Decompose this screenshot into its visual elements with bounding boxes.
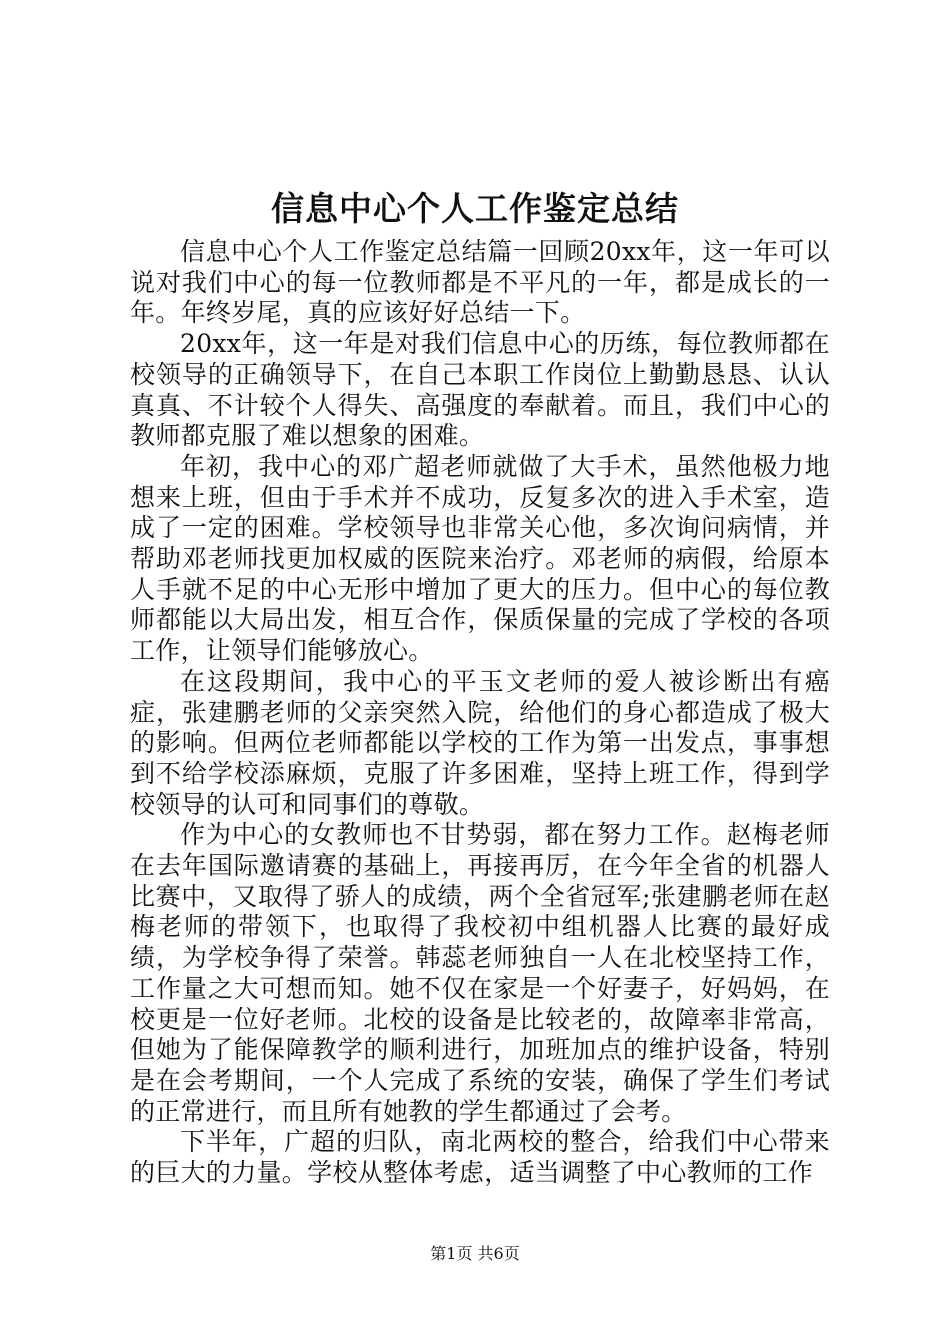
paragraph-6: 下半年，广超的归队，南北两校的整合，给我们中心带来的巨大的力量。学校从整体考虑，适当调整了中心教师的工作: [130, 1127, 830, 1188]
paragraph-4: 在这段期间，我中心的平玉文老师的爱人被诊断出有癌症，张建鹏老师的父亲突然入院，给他们的身心都造成了极大的影响。但两位老师都能以学校的工作为第一出发点，事事想到不给学校添麻烦，克服了许多困难，坚持上班工作，得到学校领导的认可和同事们的尊敬。: [130, 666, 830, 819]
document-title: 信息中心个人工作鉴定总结: [271, 189, 679, 228]
paragraph-3: 年初，我中心的邓广超老师就做了大手术，虽然他极力地想来上班，但由于手术并不成功，反复多次的进入手术室，造成了一定的困难。学校领导也非常关心他，多次询问病情，并帮助邓老师找更加权威的医院来治疗。邓老师的病假，给原本人手就不足的中心无形中增加了更大的压力。但中心的每位教师都能以大局出发，相互合作，保质保量的完成了学校的各项工作，让领导们能够放心。: [130, 451, 830, 666]
page-number-footer: 第1页 共6页: [430, 1244, 520, 1263]
paragraph-1: 信息中心个人工作鉴定总结篇一回顾20xx年，这一年可以说对我们中心的每一位教师都是不平凡的一年，都是成长的一年。年终岁尾，真的应该好好总结一下。: [130, 237, 830, 328]
paragraph-2: 20xx年，这一年是对我们信息中心的历练，每位教师都在校领导的正确领导下，在自己本职工作岗位上勤勤恳恳、认认真真、不计较个人得失、高强度的奉献着。而且，我们中心的教师都克服了难以想象的困难。: [130, 329, 830, 451]
document-body: [130, 237, 830, 1189]
paragraph-5: 作为中心的女教师也不甘势弱，都在努力工作。赵梅老师在去年国际邀请赛的基础上，再接再厉，在今年全省的机器人比赛中，又取得了骄人的成绩，两个全省冠军;张建鹏老师在赵梅老师的带领下，也取得了我校初中组机器人比赛的最好成绩，为学校争得了荣誉。韩蕊老师独自一人在北校坚持工作，工作量之大可想而知。她不仅在家是一个好妻子，好妈妈，在校更是一位好老师。北校的设备是比较老的，故障率非常高，但她为了能保障教学的顺利进行，加班加点的维护设备，特别是在会考期间，一个人完成了系统的安装，确保了学生们考试的正常进行，而且所有她教的学生都通过了会考。: [130, 820, 830, 1126]
